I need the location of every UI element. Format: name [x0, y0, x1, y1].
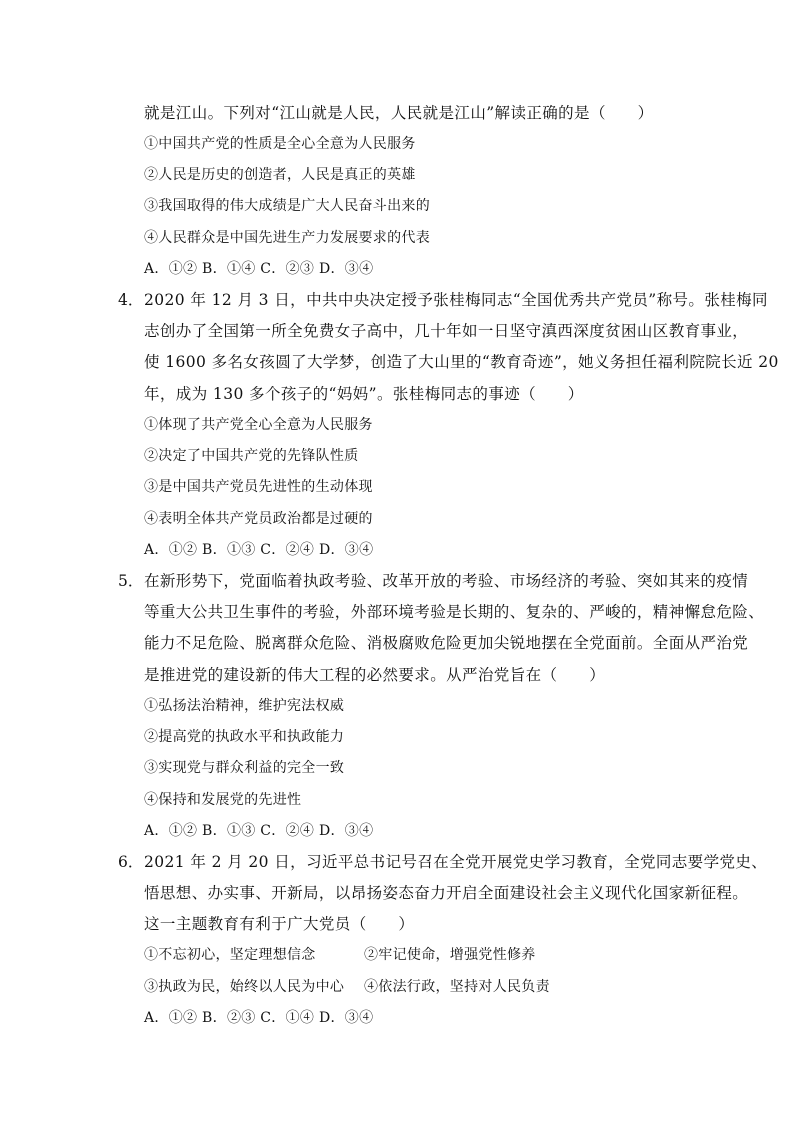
q4-option-4: ④表明全体共产党员政治都是过硬的 — [144, 511, 373, 527]
q3-option-2: ②人民是历史的创造者，人民是真正的英雄 — [144, 167, 416, 183]
q4-answer-choices: A．①② B．①③ C．②④ D．③④ — [144, 542, 374, 558]
q5-answer-choices: A．①② B．①③ C．②④ D．③④ — [144, 823, 374, 839]
q6-option-4: ④依法行政，坚持对人民负责 — [364, 979, 550, 995]
q4-stem-line-2: 志创办了全国第一所全免费女子高中，几十年如一日坚守滇西深度贫困山区教育事业， — [144, 322, 749, 340]
q6-number: 6． — [118, 853, 144, 871]
q4-option-3: ③是中国共产党员先进性的生动体现 — [144, 479, 373, 495]
q5-number: 5． — [118, 572, 144, 590]
q4-option-2: ②决定了中国共产党的先锋队性质 — [144, 448, 359, 464]
q5-stem-line-3: 能力不足危险、脱离群众危险、消极腐败危险更加尖锐地摆在全党面前。全面从严治党 — [144, 634, 749, 652]
q5-stem-line-4: 是推进党的建设新的伟大工程的必然要求。从严治党旨在（ ） — [144, 666, 606, 684]
q4-option-1: ①体现了共产党全心全意为人民服务 — [144, 417, 373, 433]
q6-stem-line-1: 2021 年 2 月 20 日，习近平总书记号召在全党开展党史学习教育，全党同志要学党史、 — [144, 853, 768, 871]
q4-number: 4． — [118, 291, 144, 309]
q6-answer-choices: A．①② B．②③ C．①④ D．③④ — [144, 1010, 374, 1026]
q5-option-3: ③实现党与群众利益的完全一致 — [144, 760, 345, 776]
q6-stem-line-2: 悟思想、办实事、开新局，以昂扬姿态奋力开启全面建设社会主义现代化国家新征程。 — [144, 884, 749, 902]
q6-stem-line-3: 这一主题教育有利于广大党员（ ） — [144, 915, 415, 933]
q3-stem-line-1: 就是江山。下列对“江山就是人民，人民就是江山”解读正确的是（ ） — [144, 104, 654, 122]
q5-stem-line-1: 在新形势下，党面临着执政考验、改革开放的考验、市场经济的考验、突如其来的疫情 — [144, 572, 749, 590]
q3-option-3: ③我国取得的伟大成绩是广大人民奋斗出来的 — [144, 198, 430, 214]
q6-option-1: ①不忘初心，坚定理想信念 — [144, 947, 316, 963]
q3-option-4: ④人民群众是中国先进生产力发展要求的代表 — [144, 230, 430, 246]
q5-option-4: ④保持和发展党的先进性 — [144, 792, 302, 808]
q6-option-3: ③执政为民，始终以人民为中心 — [144, 979, 345, 995]
q4-stem-line-4: 年，成为 130 多个孩子的“妈妈”。张桂梅同志的事迹（ ） — [144, 385, 584, 403]
q6-option-2: ②牢记使命，增强党性修养 — [364, 947, 536, 963]
q4-stem-line-1: 2020 年 12 月 3 日，中共中央决定授予张桂梅同志“全国优秀共产党员”称号。张桂梅同 — [144, 291, 768, 309]
q5-stem-line-2: 等重大公共卫生事件的考验，外部环境考验是长期的、复杂的、严峻的，精神懈怠危险、 — [144, 603, 765, 621]
q4-stem-line-3: 使 1600 多名女孩圆了大学梦，创造了大山里的“教育奇迹”，她义务担任福利院院长近 20 — [144, 353, 779, 371]
q5-option-2: ②提高党的执政水平和执政能力 — [144, 729, 345, 745]
q3-answer-choices: A．①② B．①④ C．②③ D．③④ — [144, 261, 374, 277]
q5-option-1: ①弘扬法治精神，维护宪法权威 — [144, 698, 345, 714]
q3-option-1: ①中国共产党的性质是全心全意为人民服务 — [144, 136, 416, 152]
